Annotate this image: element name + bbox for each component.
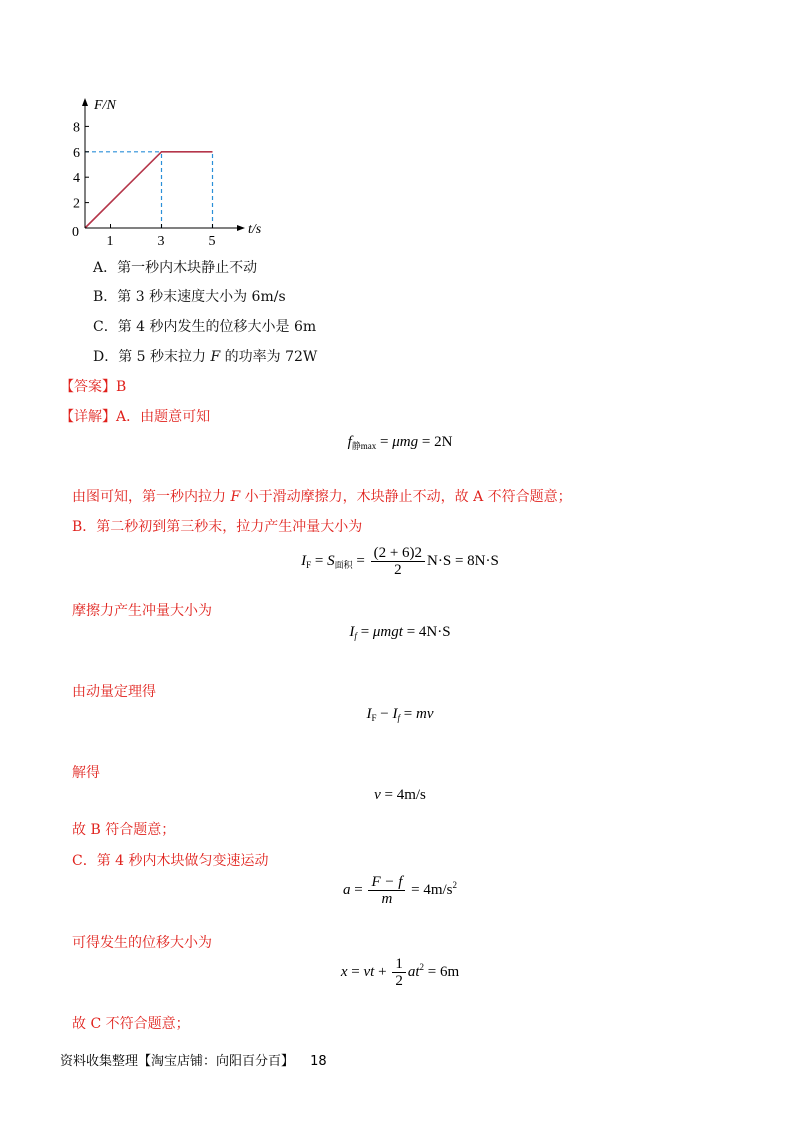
equation-momentum: $I_F - I_f$ = mv (366, 706, 434, 723)
y-tick-label: 2 (73, 196, 80, 212)
equation-impulse-friction: $I_f = \mu mgt = 4N\cdot S$ (349, 624, 451, 641)
paragraph-b-conclusion: 故 B 符合题意； (72, 822, 176, 838)
y-axis-arrow (82, 98, 88, 106)
option-a: A．第一秒内木块静止不动 (93, 260, 258, 276)
option-d (93, 346, 317, 366)
page-number: 18 (310, 1054, 327, 1069)
paragraph-c-intro: C．第 4 秒内木块做匀变速运动 (72, 853, 269, 869)
answer: 【答案】B (60, 379, 127, 395)
paragraph-displacement: 可得发生的位移大小为 (72, 935, 212, 951)
origin-label: 0 (72, 225, 79, 240)
paragraph-a-conclusion: 由图可知，第一秒内拉力 F 小于滑动摩擦力，木块静止不动，故 A 不符合题意； (72, 489, 572, 505)
option-d-post: 的功率为 72W (220, 349, 318, 365)
y-tick-label: 4 (73, 171, 80, 187)
x-axis-label: t/s (248, 222, 262, 237)
y-axis-label (93, 98, 116, 113)
x-axis-arrow (237, 225, 245, 231)
paragraph-b-intro: B．第二秒初到第三秒末，拉力产生冲量大小为 (72, 519, 363, 535)
paragraph-friction-impulse: 摩擦力产生冲量大小为 (72, 603, 212, 619)
equation-displacement: x = vt + $\frac{1}{2}$ $at^2 = 6m$ (340, 956, 460, 989)
option-b: B．第 3 秒末速度大小为 6m/s (93, 289, 286, 305)
paragraph-c-conclusion: 故 C 不符合题意； (72, 1016, 190, 1032)
equation-max-static-friction: $f_{静max} = \mu mg = 2N$ (347, 434, 453, 451)
force-time-chart (60, 90, 290, 250)
y-tick-label: 8 (73, 120, 80, 136)
force-line (85, 152, 213, 228)
paragraph-momentum-theorem: 由动量定理得 (72, 684, 156, 700)
option-c: C．第 4 秒内发生的位移大小是 6m (93, 319, 317, 335)
x-tick-label: 1 (106, 234, 114, 249)
paragraph-solve: 解得 (72, 765, 100, 781)
option-d-pre: D．第 5 秒末拉力 (93, 349, 211, 365)
option-d-var: F (210, 349, 221, 365)
y-tick-label: 6 (73, 145, 80, 161)
x-tick-label: 5 (208, 234, 216, 249)
y-axis-label-text: F/N (94, 98, 116, 113)
equation-acceleration: a = $\frac{F - f}{m}$ = $4m/s^2$ (342, 874, 458, 907)
equation-velocity: v = 4m/s (374, 787, 426, 803)
footer (60, 1050, 327, 1069)
detail-heading: 【详解】A．由题意可知 (60, 409, 211, 425)
x-tick-label: 3 (157, 234, 165, 249)
equation-impulse-f: $I_F = S_{面积}$ = $\frac{(2 + 6)2}{2}$ N·S = 8N·S (301, 545, 499, 578)
footer-text: 资料收集整理【淘宝店铺：向阳百分百】 (60, 1054, 295, 1069)
